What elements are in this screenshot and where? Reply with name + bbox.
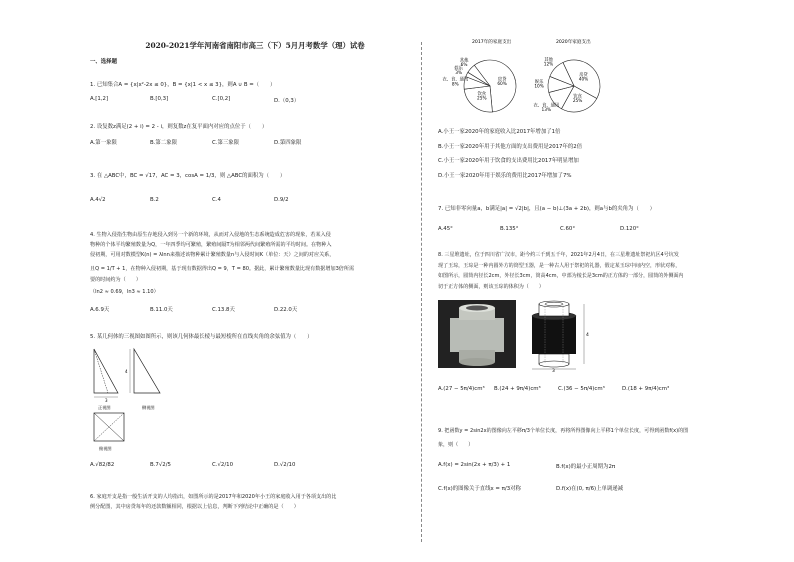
q8-line3: 如图所示，圆筒内径长2cm，外径长3cm，筒高4cm，中部为棱长是3cm的正方体的一部分，圆筒的外侧面内 (438, 273, 684, 279)
q8-line4: 切于正方体的侧面，则该玉琮的体积为（ ） (438, 284, 544, 290)
pie-label-0-4: 其他 6% (459, 58, 469, 68)
q1-stem: 1. 已知集合A = {x|x²-2x ≤ 0}，B = {x|1 < x ≤ 3}，则A ∪ B =（ ） (90, 82, 276, 88)
q4-line5: 要的时间约为（ ） (90, 277, 141, 283)
q5-option-c[interactable]: C.√2/10 (212, 462, 234, 468)
q9-option-c[interactable]: C.f(x)的图像关于直线x = π/3对称 (438, 486, 521, 492)
q4-line4: 且Q = 1/T + 1，在物种入侵初期，基于现有数据得出Q = 9，T = 80。据此，累计繁殖数量比现有数据增加3倍所需 (90, 266, 355, 272)
q4-line3: 侵初期，可用对数模型K(n) = λlnn来描述该物种累计繁殖数量n与入侵时间K（单位：天）之间的对应关系， (90, 252, 335, 258)
pie-label-0-2: 衣、食、通讯 8% (442, 77, 469, 88)
exam-title: 2020-2021学年河南省南阳市高三（下）5月月考数学（理）试卷 (145, 41, 365, 50)
q2-stem: 2. 设复数z满足(2 + i) = 2 - i，则复数z在复平面内对应的点位于（ ） (90, 124, 268, 130)
q4-line2: 物种的个体平均繁殖数量为Q，一年四季均可繁殖，繁殖间隔T为相邻两代间繁殖所需的平均时间。在物种入 (90, 242, 332, 248)
pie-2017-title: 2017年的家庭支出 (472, 40, 512, 45)
cube-part (532, 316, 576, 354)
q6-option-c[interactable]: C.小王一家2020年用于饮食的支出费用比2017年明显增加 (438, 158, 579, 164)
pie-label-0-1: 饮食 25% (477, 92, 487, 102)
q7-option-a[interactable]: A.45° (438, 226, 453, 232)
pie-label-1-2: 衣、食、通讯 13% (533, 103, 560, 114)
q4-option-b[interactable]: B.11.0天 (150, 307, 173, 313)
q1-option-c[interactable]: C.[0,2] (212, 96, 231, 102)
q4-option-c[interactable]: C.13.8天 (212, 307, 235, 313)
q5-option-b[interactable]: B.7√2/5 (150, 462, 171, 468)
dim-label-4: 4 (125, 369, 128, 374)
top-view-label: 俯视图 (99, 446, 112, 451)
q5-stem: 5. 某几何体的三视图如图所示，则该几何体最长棱与最短棱所在直线夹角的余弦值为（ ） (90, 334, 313, 340)
q8-option-d[interactable]: D.(18 + 9π/4)cm³ (622, 386, 670, 392)
q4-line1: 4. 生物入侵指生物由原生存地侵入到另一个新的环境，从而对入侵地的生态系统造成危害的现象，若某入侵 (90, 232, 331, 238)
q8-option-a[interactable]: A.(27 − 5π/4)cm³ (438, 386, 485, 392)
q9-option-b[interactable]: B.f(x)的最小正周期为2π (556, 464, 616, 470)
q9-option-a[interactable]: A.f(x) = 2sin(2x + π/3) + 1 (438, 462, 511, 468)
pie-2020 (533, 56, 600, 113)
q2-option-d[interactable]: D.第四象限 (274, 140, 302, 146)
top-view (94, 413, 124, 452)
q1-option-b[interactable]: B.[0,3] (150, 96, 169, 102)
section-heading: 一、选择题 (90, 59, 117, 65)
q7-stem: 7. 已知非零向量a，b满足|a| = √2|b|，且(a − b)⊥(3a + 2b)，则a与b的夹角为（ ） (438, 206, 656, 212)
q3-option-d[interactable]: D.9/2 (274, 197, 289, 203)
pie-label-1-0: 房贷 40% (578, 73, 589, 83)
lower-cylinder-bottom (539, 361, 569, 367)
q7-option-c[interactable]: C.60° (560, 226, 576, 232)
cong-body (450, 318, 504, 352)
q3-stem: 3. 在 △ABC中，BC = √17，AC = 3，cosA = 1/3，则 △ABC的面积为（ ） (90, 173, 286, 179)
q1-option-d[interactable]: D.（0,3） (274, 98, 300, 104)
cong-bottom (459, 358, 495, 366)
cong-hole (466, 306, 488, 311)
q2-option-c[interactable]: C.第三象限 (212, 140, 240, 146)
q8-option-c[interactable]: C.(36 − 5π/4)cm³ (558, 386, 605, 392)
jade-cong-photo (438, 300, 516, 368)
jade-cong-schematic (522, 296, 592, 372)
pie-label-0-0: 房贷 60% (497, 77, 507, 87)
q3-option-c[interactable]: C.4 (212, 197, 221, 203)
q3-option-a[interactable]: A.4√2 (90, 197, 106, 203)
q2-option-b[interactable]: B.第二象限 (150, 140, 177, 146)
q1-option-a[interactable]: A.[1,2] (90, 96, 109, 102)
q2-option-a[interactable]: A.第一象限 (90, 140, 117, 146)
front-view (94, 349, 118, 411)
q9-line1: 9. 把函数y = 2sin2x的图像向左平移π/3个单位长度，再将所得图像向上平移1个单位长度，可得到函数f(x)的图 (438, 428, 689, 434)
q6-option-b[interactable]: B.小王一家2020年用于其他方面的支出费用是2017年的2倍 (438, 144, 583, 150)
pie-label-1-4: 其他 12% (543, 58, 554, 68)
dim-height-label: 4 (586, 333, 589, 338)
upper-cylinder-top (539, 301, 569, 307)
q6-option-d[interactable]: D.小王一家2020年用于娱乐的费用比2017年增加了7% (438, 173, 572, 179)
q3-option-b[interactable]: B.2 (150, 197, 159, 203)
column-divider (421, 42, 422, 542)
expense-pie-charts (434, 36, 614, 124)
q6-line2: 例分配图，其中房贷每年的还款数额相同，根据以上信息，判断下列结论中正确的是（ ） (90, 504, 299, 510)
pie-label-0-3: 娱乐 3% (454, 66, 463, 76)
three-view-diagram (90, 345, 200, 455)
pie-label-1-3: 娱乐 10% (534, 79, 544, 90)
front-view-label: 正视图 (98, 405, 111, 410)
dim-label-3: 3 (105, 398, 108, 403)
q7-option-b[interactable]: B.135° (500, 226, 519, 232)
pie-label-1-1: 饮食 25% (572, 94, 583, 105)
q8-line1: 8. 三星堆遗址，位于四川省广汉市，距今约三千到五千年，2021年2月4日，在三星堆遗址祭祀坑区4号坑发 (438, 252, 679, 258)
q8-line2: 现了玉琮，玉琮是一种内圆外方的筒型玉器，是一种古人用于祭祀的礼器，假定某玉琮中间内空，形状对称， (438, 263, 681, 269)
q6-line1: 6. 家庭开支是指一般生活开支的人均指出，如图所示的是2017年和2020年小王的家庭收入用于各项支出的比 (90, 494, 337, 500)
q9-line2: 象，则（ ） (438, 442, 474, 448)
q8-option-b[interactable]: B.(24 + 9π/4)cm³ (494, 386, 541, 392)
q5-option-a[interactable]: A.√82/82 (90, 462, 115, 468)
pie-2020-title: 2020年家庭支出 (556, 40, 591, 45)
q4-hint: （ln2 ≈ 0.69，ln3 ≈ 1.10） (90, 289, 159, 295)
q5-option-d[interactable]: D.√2/10 (274, 462, 296, 468)
q9-option-d[interactable]: D.f(x)在(0, π/6)上单调递减 (556, 486, 624, 492)
side-view-label: 侧视图 (142, 405, 155, 410)
q6-option-a[interactable]: A.小王一家2020年的家庭收入比2017年增加了1倍 (438, 129, 561, 135)
q4-option-a[interactable]: A.6.9天 (90, 307, 110, 313)
dim-width-label: 3 (552, 369, 555, 372)
q7-option-d[interactable]: D.120° (620, 226, 639, 232)
side-view (125, 349, 160, 411)
pie-2017 (442, 56, 516, 112)
q4-option-d[interactable]: D.22.0天 (274, 307, 298, 313)
